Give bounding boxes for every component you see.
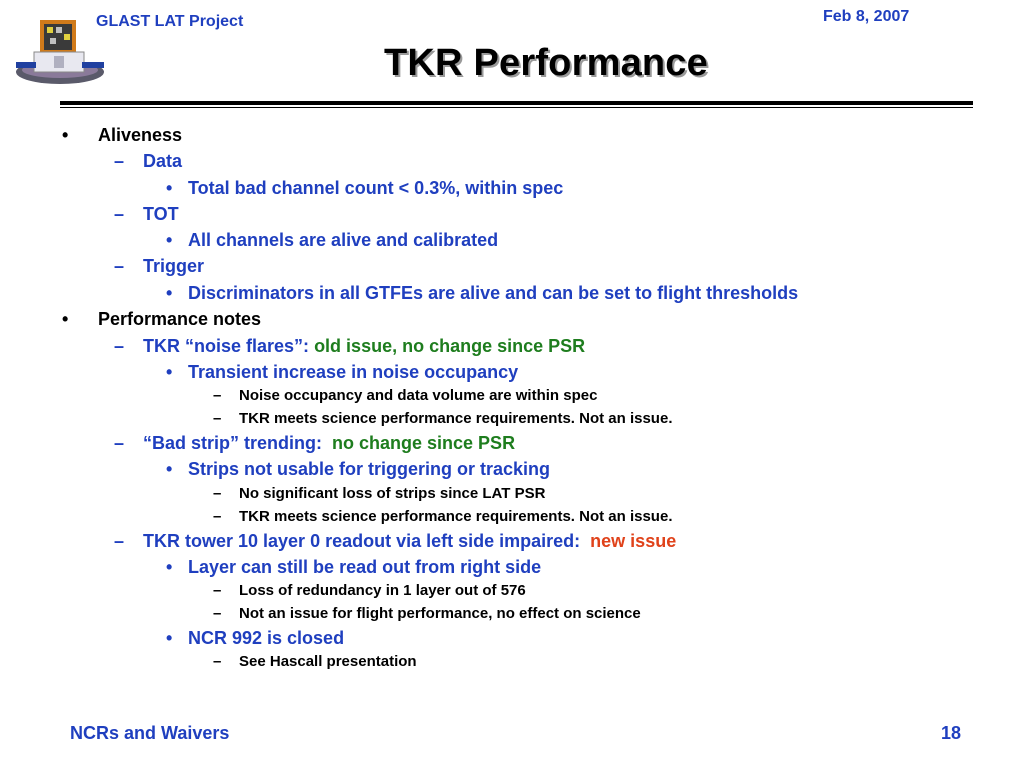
dash-marker: – bbox=[213, 410, 222, 427]
bullet-ncr-sub: See Hascall presentation bbox=[239, 653, 417, 670]
bullet-marker: • bbox=[166, 459, 173, 479]
bullet-marker: • bbox=[166, 557, 173, 577]
bullet-noise-flares bbox=[143, 336, 585, 357]
bullet-strips-sub2: TKR meets science performance requirements. Not an issue. bbox=[239, 508, 673, 525]
bad-strip-status: no change since PSR bbox=[332, 433, 516, 453]
bullet-data-detail: Total bad channel count < 0.3%, within spec bbox=[188, 178, 564, 198]
bullet-trigger: Trigger bbox=[143, 256, 205, 276]
bad-strip-lead: “Bad strip” trending: bbox=[143, 433, 322, 453]
dash-marker: – bbox=[213, 653, 222, 670]
noise-flares-status: old issue, no change since PSR bbox=[314, 336, 586, 356]
dash-marker: – bbox=[114, 204, 125, 224]
bullet-strips-sub1: No significant loss of strips since LAT PSR bbox=[239, 485, 546, 502]
dash-marker: – bbox=[213, 605, 222, 622]
presentation-date: Feb 8, 2007 bbox=[823, 8, 910, 25]
bullet-layer-readout: Layer can still be read out from right side bbox=[188, 557, 542, 577]
bullet-trigger-detail: Discriminators in all GTFEs are alive and can be set to flight thresholds bbox=[188, 283, 799, 303]
bullet-marker: • bbox=[166, 283, 173, 303]
bullet-data: Data bbox=[143, 151, 183, 171]
dash-marker: – bbox=[213, 387, 222, 404]
bullet-marker: • bbox=[166, 178, 173, 198]
bullet-noise-sub2: TKR meets science performance requirements. Not an issue. bbox=[239, 410, 673, 427]
bullet-marker: • bbox=[166, 362, 173, 382]
bullet-marker: • bbox=[62, 309, 69, 329]
bullet-noise-transient: Transient increase in noise occupancy bbox=[188, 362, 519, 382]
bullet-tot: TOT bbox=[143, 204, 179, 224]
dash-marker: – bbox=[114, 336, 125, 356]
dash-marker: – bbox=[114, 433, 125, 453]
bullet-ncr: NCR 992 is closed bbox=[188, 628, 345, 648]
dash-marker: – bbox=[114, 256, 125, 276]
bullet-layer-sub2: Not an issue for flight performance, no effect on science bbox=[239, 605, 641, 622]
slide-title: TKR Performance bbox=[384, 42, 708, 84]
bullet-performance-notes: Performance notes bbox=[98, 309, 262, 329]
dash-marker: – bbox=[114, 531, 125, 551]
bullet-bad-strip bbox=[143, 433, 515, 454]
project-name: GLAST LAT Project bbox=[96, 13, 244, 30]
dash-marker: – bbox=[213, 508, 222, 525]
bullet-layer-sub1: Loss of redundancy in 1 layer out of 576 bbox=[239, 582, 526, 599]
bullet-tot-detail: All channels are alive and calibrated bbox=[188, 230, 499, 250]
dash-marker: – bbox=[213, 582, 222, 599]
page-number: 18 bbox=[941, 723, 962, 743]
noise-flares-lead: TKR “noise flares”: bbox=[143, 336, 310, 356]
bullet-aliveness: Aliveness bbox=[98, 125, 183, 145]
tower-lead: TKR tower 10 layer 0 readout via left side impaired: bbox=[143, 531, 581, 551]
bullet-marker: • bbox=[166, 230, 173, 250]
footer-section-title: NCRs and Waivers bbox=[70, 723, 230, 743]
bullet-marker: • bbox=[166, 628, 173, 648]
tower-status: new issue bbox=[590, 531, 677, 551]
dash-marker: – bbox=[114, 151, 125, 171]
bullet-noise-sub1: Noise occupancy and data volume are within spec bbox=[239, 387, 598, 404]
dash-marker: – bbox=[213, 485, 222, 502]
bullet-strips-unusable: Strips not usable for triggering or tracking bbox=[188, 459, 551, 479]
bullet-tower-impaired bbox=[143, 531, 676, 552]
bullet-marker: • bbox=[62, 125, 69, 145]
